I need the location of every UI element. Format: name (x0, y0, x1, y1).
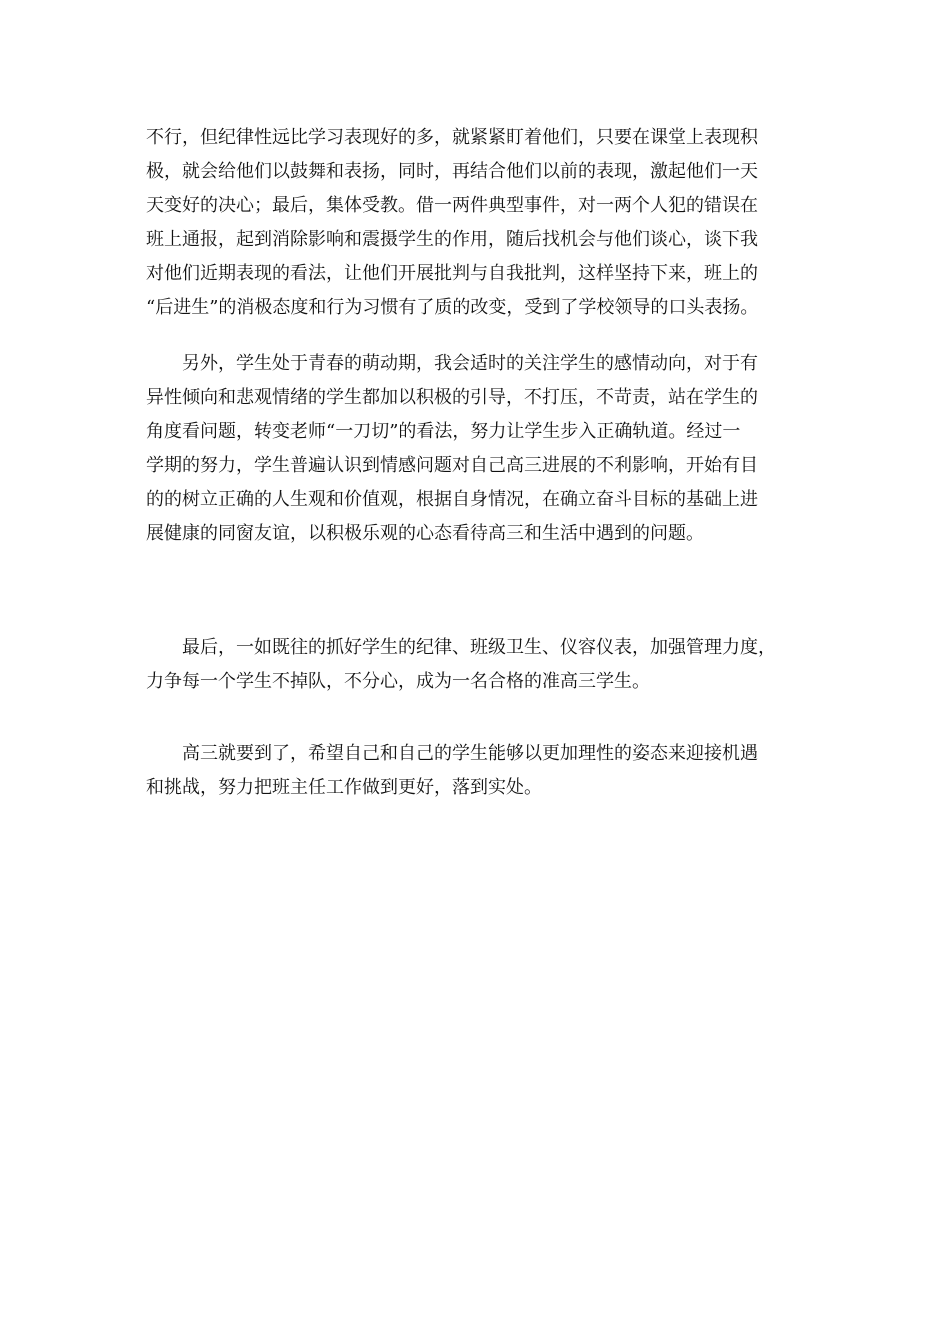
text-line: 另外，学生处于青春的萌动期，我会适时的关注学生的感情动向，对于有 (146, 353, 758, 374)
text-line: 不行，但纪律性远比学习表现好的多，就紧紧盯着他们，只要在课堂上表现积 (146, 127, 758, 148)
text-line: 最后，一如既往的抓好学生的纪律、班级卫生、仪容仪表，加强管理力度， (146, 637, 776, 658)
paragraph-conclusion (146, 737, 826, 805)
text-line: 极，就会给他们以鼓舞和表扬，同时，再结合他们以前的表现，激起他们一天 (146, 161, 758, 182)
text-line: “后进生”的消极态度和行为习惯有了质的改变，受到了学校领导的口头表扬。 (146, 297, 759, 318)
text-line: 展健康的同窗友谊，以积极乐观的心态看待高三和生活中遇到的问题。 (146, 523, 704, 544)
paragraph-discipline (146, 121, 826, 325)
text-line: 高三就要到了，希望自己和自己的学生能够以更加理性的姿态来迎接机遇 (146, 743, 758, 764)
paragraph-emotional-guidance (146, 347, 826, 551)
text-line: 异性倾向和悲观情绪的学生都加以积极的引导，不打压，不苛责，站在学生的 (146, 387, 758, 408)
text-line: 天变好的决心；最后，集体受教。借一两件典型事件，对一两个人犯的错误在 (146, 195, 758, 216)
paragraph-management (146, 631, 826, 699)
text-line: 角度看问题，转变老师“一刀切”的看法，努力让学生步入正确轨道。经过一 (146, 421, 741, 442)
text-line: 学期的努力，学生普遍认识到情感问题对自己高三进展的不利影响，开始有目 (146, 455, 758, 476)
text-line: 班上通报，起到消除影响和震摄学生的作用，随后找机会与他们谈心，谈下我 (146, 229, 758, 250)
text-line: 的的树立正确的人生观和价值观，根据自身情况，在确立奋斗目标的基础上进 (146, 489, 758, 510)
text-line: 和挑战，努力把班主任工作做到更好，落到实处。 (146, 777, 542, 798)
text-line: 力争每一个学生不掉队，不分心，成为一名合格的准高三学生。 (146, 671, 650, 692)
text-line: 对他们近期表现的看法，让他们开展批判与自我批判，这样坚持下来，班上的 (146, 263, 758, 284)
